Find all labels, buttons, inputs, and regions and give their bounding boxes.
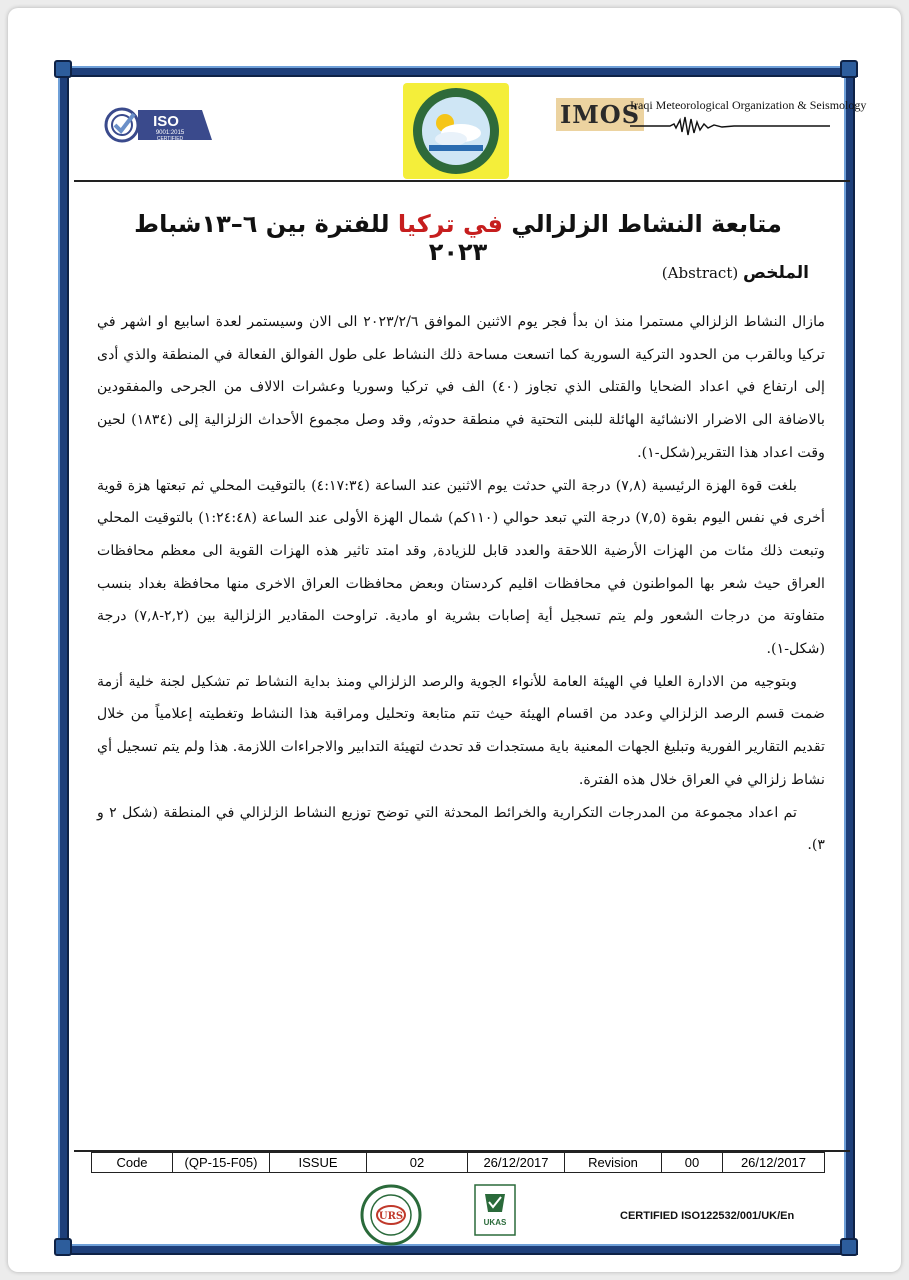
frame-corner-ornament (840, 60, 858, 78)
header-divider (74, 180, 850, 182)
certification-number: CERTIFIED ISO122532/001/UK/En (620, 1210, 795, 1222)
document-page (8, 8, 901, 1272)
table-cell: Code (92, 1153, 173, 1173)
ukas-certification-logo (474, 1184, 516, 1236)
table-cell: 26/12/2017 (723, 1153, 825, 1173)
abstract-heading-arabic: الملخص (743, 263, 809, 283)
abstract-heading (662, 263, 809, 283)
abstract-body (97, 306, 825, 862)
table-cell: 02 (367, 1153, 468, 1173)
svg-text:URS: URS (378, 1211, 404, 1222)
title-part-3: للفترة بين ٦–١٣شباط ٢٠٢٣ (134, 210, 488, 266)
table-cell: 26/12/2017 (468, 1153, 565, 1173)
iso-badge-cert: CERTIFIED (156, 136, 184, 142)
title-highlight: في تركيا (397, 210, 503, 238)
frame-top-border (66, 66, 858, 77)
organization-name: Iraqi Meteorological Organization & Seismology (630, 98, 867, 112)
frame-bottom-border (66, 1244, 858, 1255)
paragraph: مازال النشاط الزلزالي مستمرا منذ ان بدأ فجر يوم الاثنين الموافق ٢٠٢٣/٢/٦ الى الان وسيستمر لعدة اسابيع او اشهر في تركيا وبالقرب من الحدود التركية السورية كما اتسعت مساحة ذلك النشاط على طول الفوالق الفعالة في المنطقة والذي أدى إلى ارتفاع في اعداد الضحايا والقتلى الذي تجاوز (٤٠) الف في تركيا وسوريا وعشرات الالاف من الجرحى والمفقودين بالاضافة الى الاضرار الانشائية الهائلة للبنى التحتية في منطقة حدوثه, وقد وصل مجموع الأحداث الزلزالية إلى (١٨٣٤) لحين وقت اعداد هذا التقرير(شكل-١). (97, 314, 826, 461)
frame-corner-ornament (54, 1238, 72, 1256)
paragraph: بلغت قوة الهزة الرئيسية (٧,٨) درجة التي حدثت يوم الاثنين عند الساعة (٤:١٧:٣٤) بالتوقيت المحلي ثم تبعتها هزة قوية أخرى في نفس اليوم بقوة (٧,٥) درجة التي تبعد حوالي (١١٠كم) شمال الهزة الأولى عند الساعة (١:٢٤:٤٨) بالتوقيت المحلي وتبعت ذلك مئات من الهزات الأرضية اللاحقة والعدد قابل للزيادة, وقد امتد تاثير هذه الهزات القوية الى معظم محافظات العراق حيث شعر بها المواطنون في محافظات اقليم كردستان وبعض محافظات العراق الاخرى منها محافظة بغداد بنسب متفاوتة من درجات الشعور ولم يتم تسجيل أية إصابات بشرية او مادية. تراوحت المقادير الزلزالية بين (٢,٢-٧,٨) درجة (شكل-١). (97, 477, 825, 658)
table-cell: ISSUE (270, 1153, 367, 1173)
table-cell: (QP-15-F05) (173, 1153, 270, 1173)
table-cell: Revision (565, 1153, 662, 1173)
table-cell: 00 (662, 1153, 723, 1173)
iso-badge-text: ISO (153, 113, 179, 130)
svg-text:UKAS: UKAS (483, 1218, 507, 1227)
title-part-1: متابعة النشاط الزلزالي (502, 210, 782, 238)
iso-certified-logo (104, 104, 216, 146)
document-control-table (91, 1152, 825, 1173)
imos-logo-text: IMOS (556, 98, 644, 131)
table-row (92, 1153, 825, 1173)
iso-badge-sub: 9001:2015 (155, 130, 185, 136)
emblem-icon (403, 83, 509, 179)
urs-certification-seal (360, 1184, 422, 1246)
frame-corner-ornament (54, 60, 72, 78)
document-title (108, 210, 808, 266)
paragraph: وبتوجيه من الادارة العليا في الهيئة العامة للأنواء الجوية والرصد الزلزالي ومنذ بداية النشاط تم تشكيل لجنة خلية أزمة ضمت قسم الرصد الزلزالي وعدد من اقسام الهيئة حيث تتم متابعة وتحليل ومراقبة هذا النشاط وتغطيته إعلامياً من خلال تقديم التقارير الفورية وتبليغ الجهات المعنية باية مستجدات قد تحدث لتهيئة التدابير والاجراءات اللازمة. هذا ولم يتم تسجيل أي نشاط زلزالي في العراق خلال هذه الفترة. (97, 673, 825, 788)
frame-corner-ornament (840, 1238, 858, 1256)
organization-emblem (403, 83, 509, 179)
frame-left-border (58, 72, 69, 1248)
paragraph: تم اعداد مجموعة من المدرجات التكرارية والخرائط المحدثة التي توضح توزيع النشاط الزلزالي في المنطقة (شكل ٢ و ٣). (97, 804, 825, 854)
frame-right-border (844, 72, 855, 1248)
seismogram-icon (630, 114, 830, 138)
abstract-heading-english: (Abstract) (661, 264, 739, 282)
